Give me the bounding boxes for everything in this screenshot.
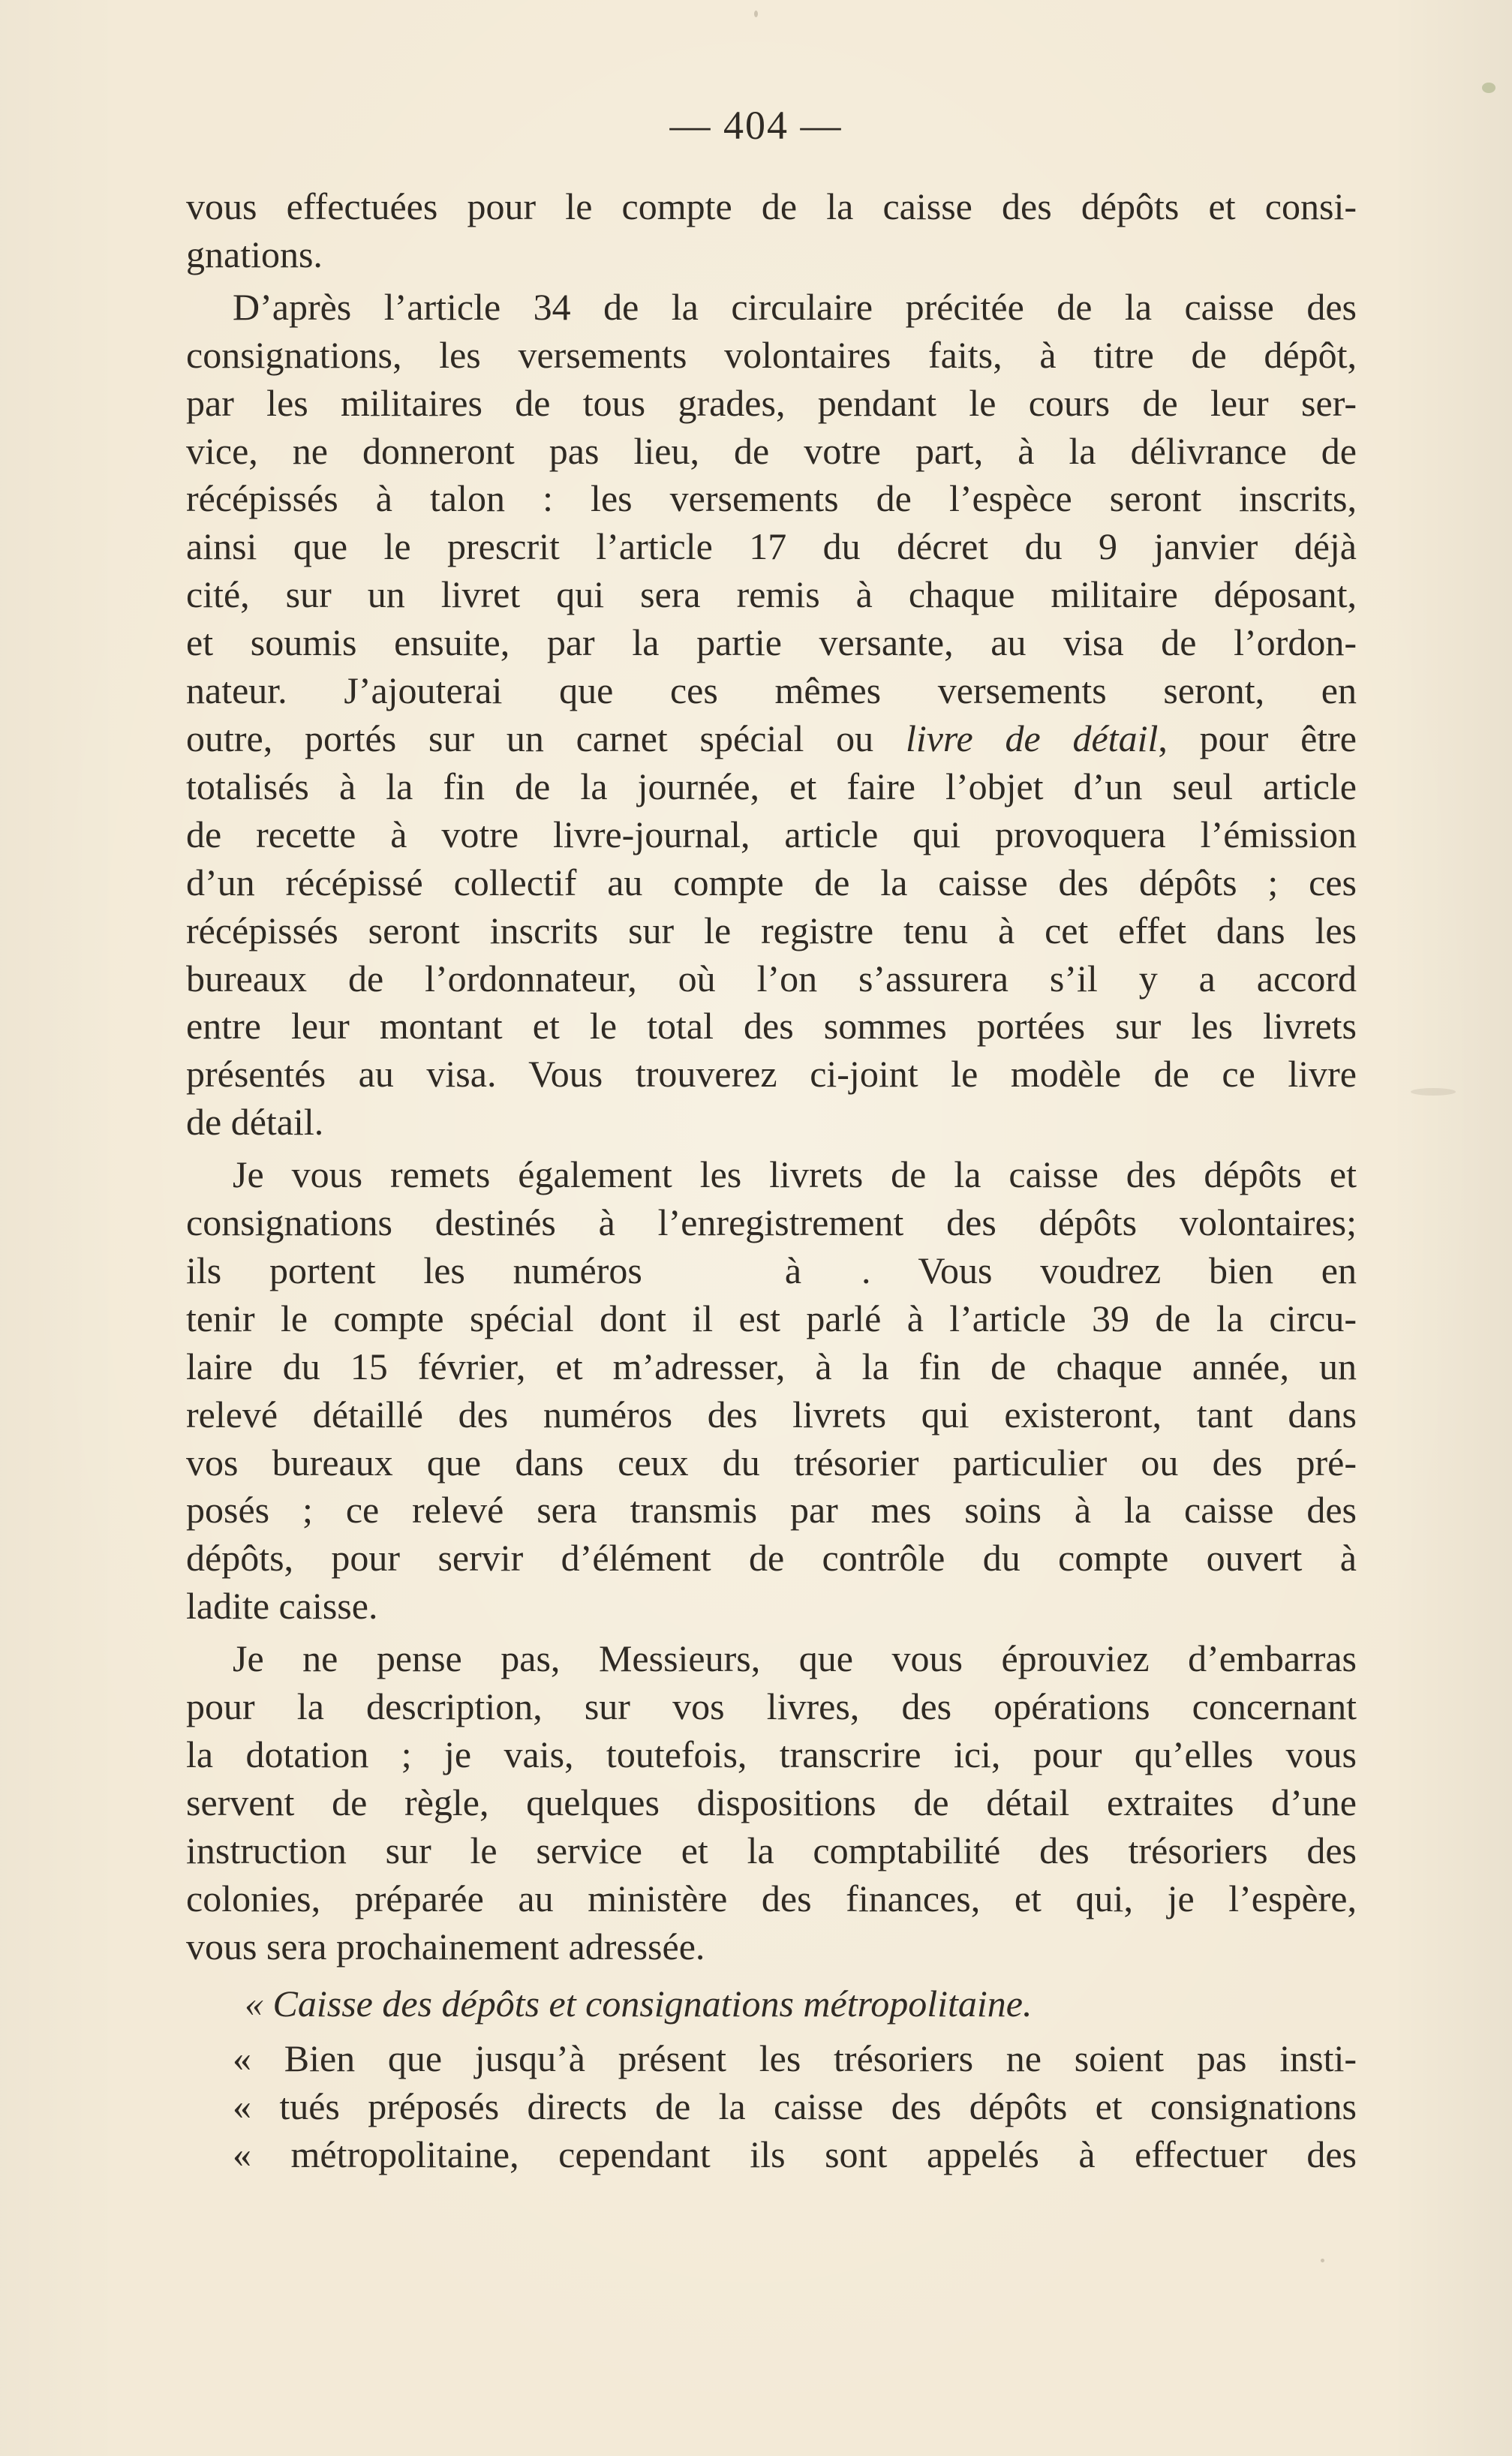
text-line-with-blanks [186, 1247, 1357, 1295]
paper-speck [1482, 83, 1495, 93]
text-line: entre leur montant et le total des sommes portées sur les livrets [186, 1005, 1357, 1048]
text-line: instruction sur le service et la comptabilité des trésoriers des [186, 1829, 1357, 1871]
text-line: nateur. J’ajouterai que ces mêmes versements seront, en [186, 669, 1357, 712]
text-fragment: , pour être [1158, 717, 1357, 759]
text-line: vos bureaux que dans ceux du trésorier particulier ou des pré- [186, 1441, 1357, 1484]
text-line: consignations destinés à l’enregistrement des dépôts volontaires; [186, 1201, 1357, 1244]
quote-line: « Bien que jusqu’à présent les trésoriers ne soient pas insti- [233, 2037, 1357, 2080]
text-line: vous effectuées pour le compte de la caisse des dépôts et consi- [186, 185, 1357, 227]
text-line: d’un récépissé collectif au compte de la caisse des dépôts ; ces [186, 861, 1357, 903]
quoted-paragraph [186, 2035, 1357, 2179]
paper-speck [1321, 2259, 1324, 2262]
text-line: ladite caisse. [186, 1585, 378, 1628]
text-line: par les militaires de tous grades, pendant le cours de leur ser- [186, 381, 1357, 424]
text-line: de détail. [186, 1101, 324, 1144]
text-line: totalisés à la fin de la journée, et faire l’objet d’un seul article [186, 765, 1357, 807]
quote-line: « tués préposés directs de la caisse des dépôts et consignations [233, 2085, 1357, 2128]
text-line: et soumis ensuite, par la partie versante, au visa de l’ordon- [186, 621, 1357, 664]
text-line: récépissés à talon : les versements de l’espèce seront inscrits, [186, 477, 1357, 520]
text-line: vous sera prochainement adressée. [186, 1925, 705, 1968]
text-line: ainsi que le prescrit l’article 17 du décret du 9 janvier déjà [186, 525, 1357, 568]
text-line: de recette à votre livre-journal, article qui provoquera l’émission [186, 813, 1357, 855]
text-line: gnations. [186, 233, 323, 275]
text-line: présentés au visa. Vous trouverez ci-joint le modèle de ce livre [186, 1053, 1357, 1096]
paragraph-1 [186, 183, 1357, 279]
text-line: Je vous remets également les livrets de la caisse des dépôts et [233, 1153, 1357, 1196]
text-line: servent de règle, quelques dispositions de détail extraites d’une [186, 1781, 1357, 1823]
text-line: tenir le compte spécial dont il est parlé à l’article 39 de la circu- [186, 1297, 1357, 1339]
paper-speck [1411, 1088, 1456, 1096]
text-line: vice, ne donneront pas lieu, de votre part, à la délivrance de [186, 429, 1357, 472]
text-line: colonies, préparée au ministère des finances, et qui, je l’espère, [186, 1877, 1357, 1919]
text-line: la dotation ; je vais, toutefois, transcrire ici, pour qu’elles vous [186, 1733, 1357, 1775]
text-fragment: outre, portés sur un carnet spécial ou [186, 717, 906, 759]
text-line: Je ne pense pas, Messieurs, que vous éprouviez d’embarras [233, 1637, 1357, 1680]
text-line: relevé détaillé des numéros des livrets qui existeront, tant dans [186, 1393, 1357, 1435]
text-line: bureaux de l’ordonnateur, où l’on s’assurera s’il y a accord [186, 957, 1357, 1000]
page-number: — 404 — [669, 103, 843, 148]
text-line: cité, sur un livret qui sera remis à chaque militaire déposant, [186, 573, 1357, 616]
text-line: dépôts, pour servir d’élément de contrôle du compte ouvert à [186, 1537, 1357, 1580]
text-line: pour la description, sur vos livres, des opérations concernant [186, 1685, 1357, 1728]
text-line: laire du 15 février, et m’adresser, à la fin de chaque année, un [186, 1345, 1357, 1387]
paper-speck [754, 11, 758, 17]
text-line: posés ; ce relevé sera transmis par mes soins à la caisse des [186, 1489, 1357, 1532]
paragraph-4 [186, 1635, 1357, 1971]
text-line: consignations, les versements volontaires faits, à titre de dépôt, [186, 333, 1357, 376]
paragraph-3 [186, 1151, 1357, 1631]
italic-phrase: livre de détail [905, 717, 1159, 759]
text-line: récépissés seront inscrits sur le registre tenu à cet effet dans les [186, 909, 1357, 951]
paragraph-2 [186, 284, 1357, 1147]
body-text [186, 183, 1357, 2179]
text-fragment: à [784, 1249, 802, 1291]
text-line-with-italic [186, 715, 1357, 763]
quote-line: « métropolitaine, cependant ils sont appelés à effectuer des [233, 2133, 1357, 2176]
section-heading: « Caisse des dépôts et consignations métropolitaine. [245, 1982, 1033, 2025]
text-line: D’après l’article 34 de la circulaire précitée de la caisse des [233, 285, 1357, 328]
text-fragment: . Vous voudrez bien en [861, 1249, 1357, 1291]
text-fragment: ils portent les numéros [186, 1249, 642, 1291]
